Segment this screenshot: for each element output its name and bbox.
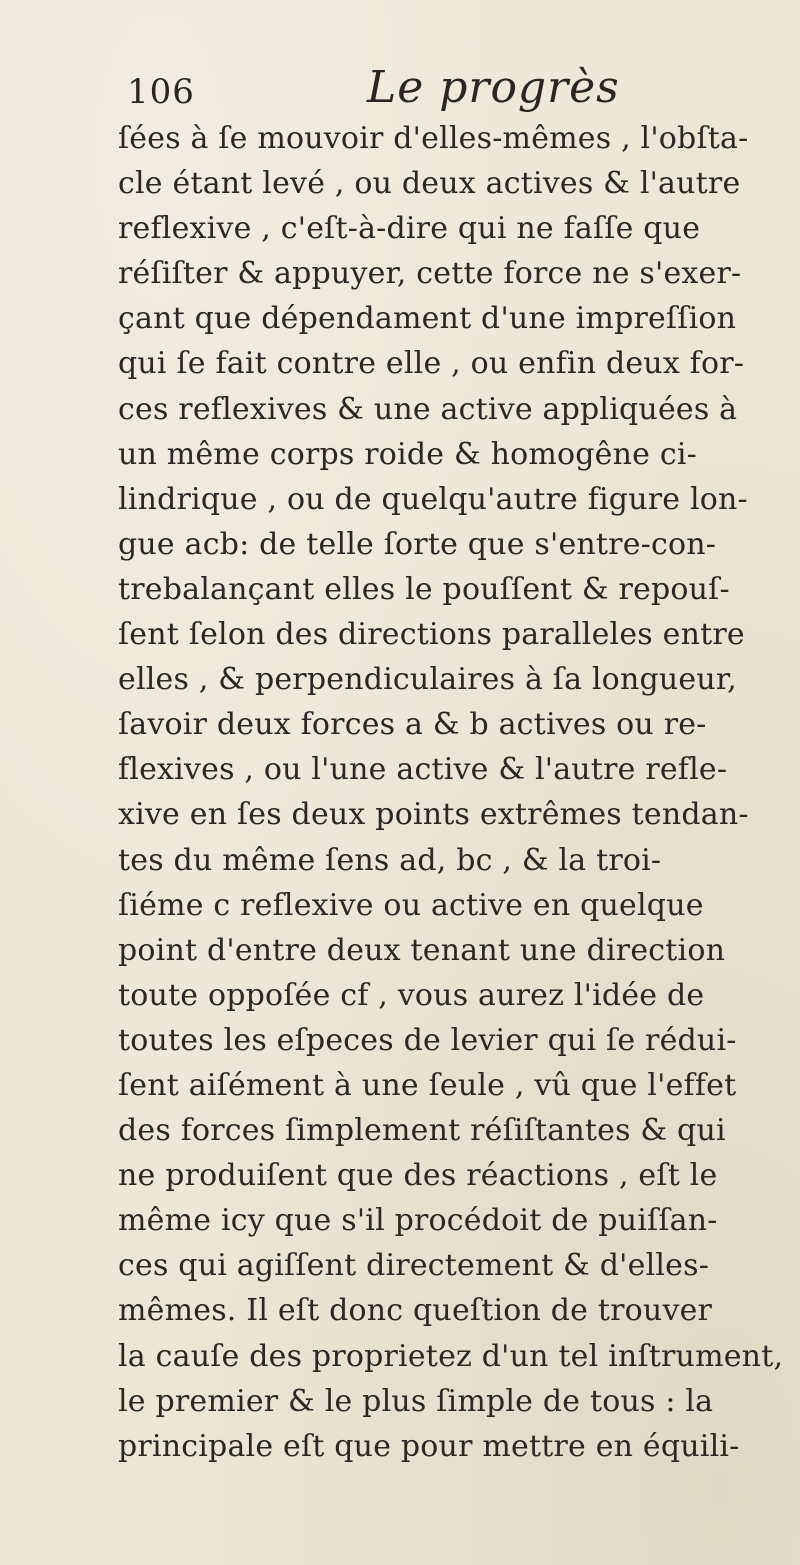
text-line: des forces ſimplement réſiſtantes & qui — [118, 1113, 726, 1149]
page-header — [127, 62, 687, 122]
text-line: ne produiſent que des réactions , eſt le — [118, 1158, 718, 1194]
text-line: ſées à ſe mouvoir d'elles-mêmes , l'obſta- — [118, 121, 749, 156]
text-line: flexives , ou l'une active & l'autre refle- — [118, 752, 728, 788]
text-line: le premier & le plus ſimple de tous : la — [118, 1383, 714, 1419]
page-number: 106 — [127, 72, 195, 112]
text-line: ces reflexives & une active appliquées à — [118, 391, 738, 427]
text-line: mêmes. Il eſt donc queſtion de trouver — [118, 1293, 713, 1329]
text-line: la cauſe des proprietez d'un tel inſtrument, — [118, 1338, 784, 1374]
text-line: çant que dépendament d'une impreſſion — [118, 301, 737, 337]
text-line: tes du même ſens ad, bc , & la troi- — [118, 842, 662, 878]
text-line: gue acb: de telle ſorte que s'entre-con- — [118, 526, 717, 562]
text-line: reflexive , c'eſt-à-dire qui ne faſſe que — [118, 211, 701, 247]
text-line: ſent aiſément à une ſeule , vû que l'effet — [118, 1067, 737, 1103]
text-line: ſavoir deux forces a & b actives ou re- — [118, 707, 707, 743]
text-line: un même corps roide & homogêne ci- — [118, 436, 697, 472]
text-line: qui ſe fait contre elle , ou enfin deux for- — [118, 346, 745, 382]
text-line: toute oppoſée cf , vous aurez l'idée de — [118, 977, 705, 1013]
text-line: toutes les eſpeces de levier qui ſe rédui- — [118, 1022, 737, 1058]
running-title: Le progrès — [367, 62, 620, 113]
text-line: trebalançant elles le pouſſent & repouſ- — [118, 571, 730, 607]
text-line: lindrique , ou de quelqu'autre figure lon- — [118, 481, 748, 517]
text-line: réſiſter & appuyer, cette force ne s'exer- — [118, 256, 742, 292]
text-line: elles , & perpendiculaires à ſa longueur, — [118, 662, 737, 698]
text-line: cle étant levé , ou deux actives & l'autre — [118, 166, 741, 202]
text-line: ſent ſelon des directions paralleles entre — [118, 617, 745, 653]
text-line: principale eſt que pour mettre en équili- — [118, 1428, 740, 1464]
text-line: même icy que s'il procédoit de puiſſan- — [118, 1203, 718, 1239]
text-line: xive en ſes deux points extrêmes tendan- — [118, 797, 749, 833]
text-line: ſiéme c reflexive ou active en quelque — [118, 887, 704, 923]
text-line: ces qui agiſſent directement & d'elles- — [118, 1248, 710, 1284]
body-text — [118, 116, 798, 1469]
text-line: point d'entre deux tenant une direction — [118, 932, 726, 968]
